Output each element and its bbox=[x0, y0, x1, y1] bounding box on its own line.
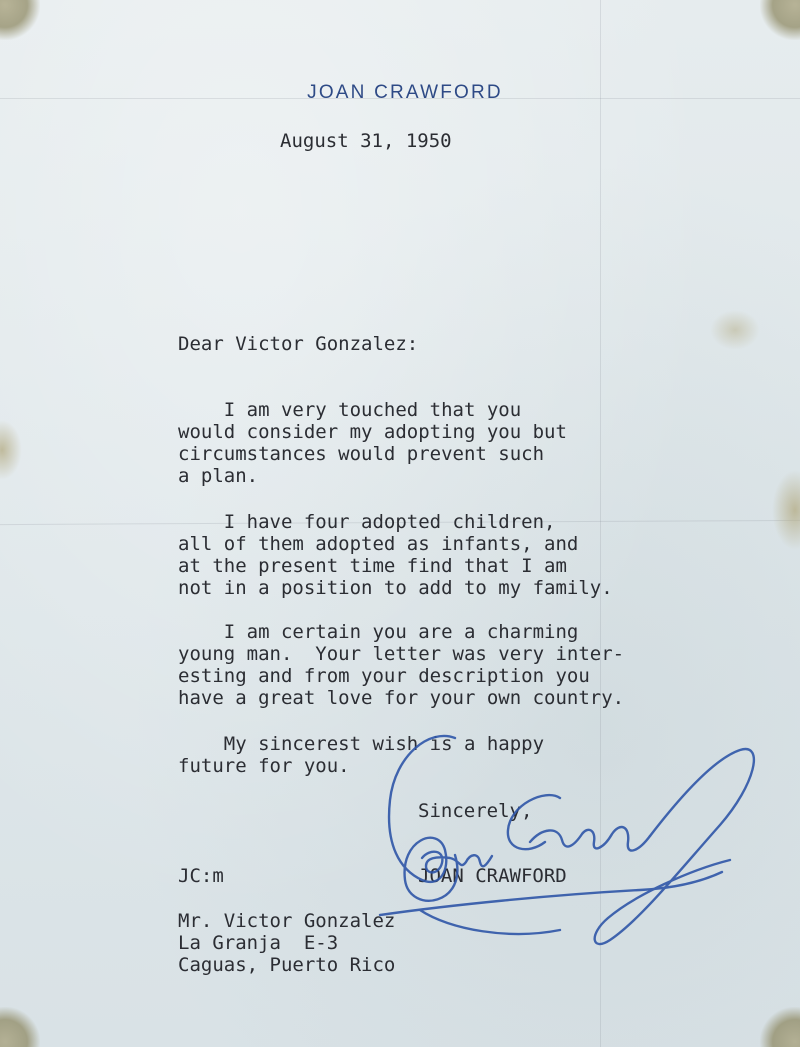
body-paragraph: My sincerest wish is a happy future for you. bbox=[178, 733, 545, 777]
closing: Sincerely, bbox=[418, 800, 533, 822]
address-line: Mr. Victor Gonzalez bbox=[178, 910, 396, 932]
address-line: Caguas, Puerto Rico bbox=[178, 954, 396, 976]
body-paragraph: I am certain you are a charming young man. Your letter was very inter- esting and from your description you have a great love for your own country. bbox=[178, 621, 625, 709]
body-paragraph: I am very touched that you would consider my adopting you but circumstances would prevent such a plan. bbox=[178, 399, 567, 487]
corner-stain bbox=[0, 1007, 40, 1047]
address-line: La Granja E-3 bbox=[178, 932, 339, 954]
letter-date: August 31, 1950 bbox=[280, 130, 452, 152]
body-paragraph: I have four adopted children, all of them adopted as infants, and at the present time find that I am not in a position to add to my family. bbox=[178, 511, 613, 599]
letterhead: JOAN CRAWFORD bbox=[307, 82, 503, 103]
edge-stain bbox=[772, 470, 800, 550]
edge-stain bbox=[0, 420, 22, 480]
typed-signature-name: JOAN CRAWFORD bbox=[418, 865, 567, 887]
salutation: Dear Victor Gonzalez: bbox=[178, 333, 419, 355]
edge-stain bbox=[710, 310, 760, 350]
typist-initials: JC:m bbox=[178, 865, 224, 887]
corner-stain bbox=[0, 0, 40, 40]
recipient-address bbox=[178, 910, 395, 976]
corner-stain bbox=[760, 1007, 800, 1047]
corner-stain bbox=[760, 0, 800, 40]
